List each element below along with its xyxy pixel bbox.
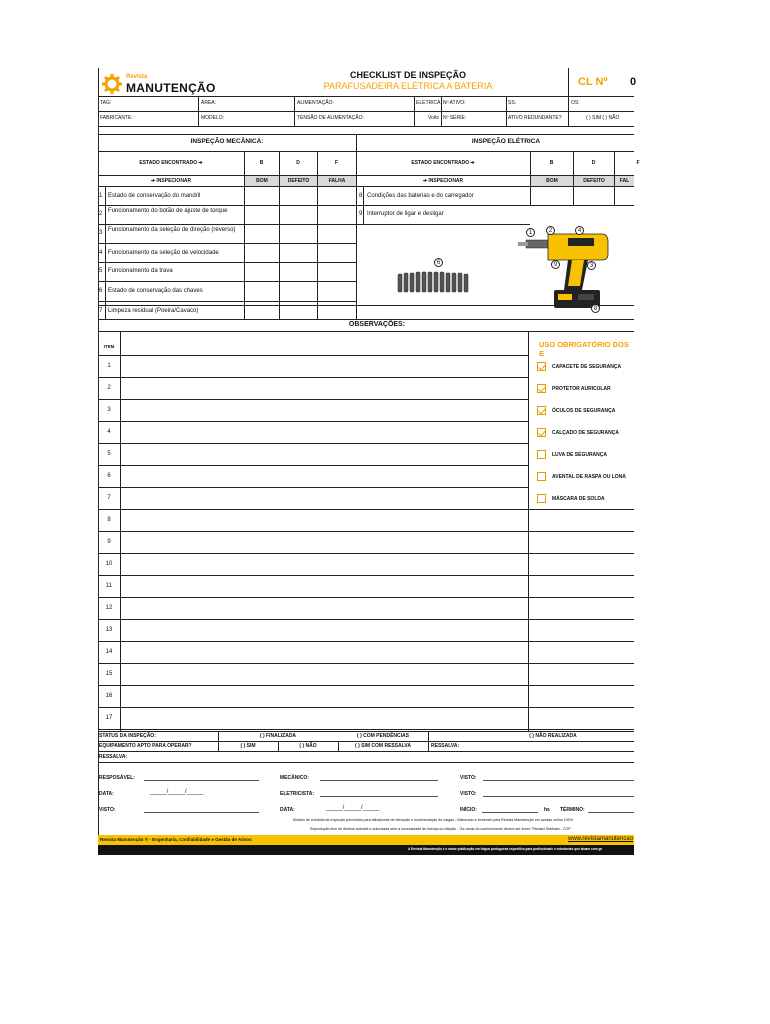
ppe-checkbox[interactable] [537, 472, 546, 481]
footer-tagline: A Revista Manutenção é a maior publicação em língua portuguesa específica para profissionais e estudantes que atuam com ge [408, 847, 603, 851]
obs-row-field[interactable] [121, 356, 527, 377]
modelo-label: MODELO: [201, 115, 225, 121]
elec-item-num: 9 [359, 211, 363, 217]
ppe-checkbox[interactable] [537, 406, 546, 415]
drill-illustration [518, 228, 618, 316]
cl-label: CL Nº [578, 76, 608, 88]
page-subtitle: PARAFUSADEIRA ELÉTRICA A BATERIA [323, 81, 493, 91]
area-label: ÁREA: [201, 100, 217, 106]
obs-row-number: 6 [107, 473, 111, 479]
mech-col-f: F [334, 160, 339, 166]
responsavel-label: RESPOSÁVEL: [99, 775, 135, 781]
obs-row-field[interactable] [121, 686, 633, 707]
apto-nao[interactable]: ( ) NÃO [299, 743, 317, 749]
footer-note-1: Modelo de checklist de inspeção preventiva para talha/ponte de elevação e movimentação de cargas - Elaborado e fornecido pela Revista Manutenção em acesso online 100% [293, 818, 574, 822]
obs-row-field[interactable] [121, 598, 633, 619]
obs-row-number: 15 [105, 671, 113, 677]
ppe-label: ÓCULOS DE SEGURANÇA [552, 408, 616, 414]
mech-item-text: Limpeza residual (Poeira/Cavaco) [108, 308, 199, 314]
callout-4: 4 [575, 226, 584, 235]
obs-row-field[interactable] [121, 422, 527, 443]
data2-value[interactable]: _____/_____/_____ [326, 805, 380, 811]
mech-item-num: 7 [99, 308, 103, 314]
cl-value: 0 [630, 76, 637, 88]
mech-inspecionar: ➔ INSPECIONAR [150, 178, 192, 184]
elec-item-text: Condições das baterias e do carregador [367, 193, 474, 199]
status-label: STATUS DA INSPEÇÃO: [99, 733, 156, 739]
elec-title: INSPEÇÃO ELÉTRICA [471, 138, 541, 145]
gear-logo-icon [102, 74, 122, 94]
mech-item-text: Funcionamento da seleção de direção (reverso) [108, 227, 236, 233]
n-ativo-label: Nº ATIVO: [443, 100, 466, 106]
footer-brand: Revista Manutenção ® - Engenharia, Confiabilidade e Gestão de Ativos [100, 837, 252, 842]
footer-url[interactable]: www.revistamanutencao [568, 836, 634, 842]
mech-item-num: 1 [99, 193, 103, 199]
obs-row-number: 2 [107, 385, 111, 391]
obs-row-line [98, 729, 634, 730]
ppe-checkbox[interactable] [537, 362, 546, 371]
obs-row-number: 3 [107, 407, 111, 413]
elec-defeito: DEFEITO [574, 176, 614, 186]
obs-row-field[interactable] [121, 620, 633, 641]
obs-row-number: 14 [105, 649, 113, 655]
obs-row-number: 1 [107, 363, 111, 369]
mech-item-text: Funcionamento da seleção de velocidade [108, 250, 219, 256]
obs-row-field[interactable] [121, 466, 527, 487]
fabricante-label: FABRICANTE: [100, 115, 133, 121]
obs-row-number: 4 [107, 429, 111, 435]
obs-row-field[interactable] [121, 554, 633, 575]
obs-title: OBSERVAÇÕES: [348, 321, 406, 328]
elec-col-d: D [591, 160, 596, 166]
logo-main-text: MANUTENÇÃO [126, 81, 216, 95]
ppe-label: LUVA DE SEGURANÇA [552, 452, 608, 458]
ppe-label: CAPACETE DE SEGURANÇA [552, 364, 622, 370]
mech-estado: ESTADO ENCONTRADO ➔ [139, 160, 203, 166]
obs-row-field[interactable] [121, 378, 527, 399]
mech-item-num: 3 [99, 230, 103, 236]
obs-row-field[interactable] [121, 576, 633, 597]
callout-8: 8 [591, 304, 600, 313]
ressalva-label: RESSALVA: [99, 754, 128, 760]
ppe-title: USO OBRIGATÓRIO DOS E [539, 340, 629, 358]
status-finalizada[interactable]: ( ) FINALIZADA [259, 733, 297, 739]
obs-row-field[interactable] [121, 510, 633, 531]
obs-row-field[interactable] [121, 708, 633, 729]
cordless-drill-icon [518, 228, 618, 316]
obs-row-number: 8 [107, 517, 111, 523]
mech-col-b: B [259, 160, 264, 166]
elec-estado: ESTADO ENCONTRADO ➔ [411, 160, 475, 166]
mech-title: INSPEÇÃO MECÂNICA: [190, 138, 264, 145]
os-label: OS: [571, 100, 580, 106]
n-serie-label: Nº SÉRIE: [443, 115, 467, 121]
obs-row-number: 17 [105, 715, 113, 721]
ppe-checkbox[interactable] [537, 384, 546, 393]
apto-sim-ressalva[interactable]: ( ) SIM COM RESSALVA [355, 743, 411, 749]
page-title: CHECKLIST DE INSPEÇÃO [349, 70, 466, 80]
data1-value[interactable]: _____/_____/_____ [150, 789, 204, 795]
obs-row-field[interactable] [121, 642, 633, 663]
callout-6-bits: 6 [434, 258, 443, 267]
eletrica-label: ELÉTRICA [416, 100, 441, 106]
sim-nao-label: ( ) SIM ( ) NÃO [586, 115, 620, 121]
ressalva-inline: RESSALVA: [431, 743, 460, 749]
elec-col-f: F [636, 160, 640, 166]
callout-3: 3 [587, 261, 596, 270]
elec-bom: BOM [531, 176, 573, 186]
checklist-sheet [98, 68, 640, 855]
obs-row-number: 9 [107, 539, 111, 545]
mech-item-num: 5 [99, 268, 103, 274]
apto-sim[interactable]: ( ) SIM [240, 743, 256, 749]
ppe-checkbox[interactable] [537, 494, 546, 503]
mecanico-label: MECÂNICO: [280, 775, 309, 781]
obs-row-field[interactable] [121, 400, 527, 421]
callout-9: 9 [551, 260, 560, 269]
ppe-label: CALÇADO DE SEGURANÇA [552, 430, 619, 436]
drill-bits-icon [396, 268, 476, 296]
elec-item-num: 8 [359, 193, 363, 199]
ss-label: SS: [508, 100, 517, 106]
hs-label: hs [544, 807, 550, 813]
ativo-redundante-label: ATIVO REDUNDANTE? [508, 115, 562, 121]
status-nao-realizada[interactable]: ( ) NÃO REALIZADA [529, 733, 577, 739]
obs-row-number: 16 [105, 693, 113, 699]
logo-small-text: Revista [126, 74, 148, 80]
apto-label: EQUIPAMENTO APTO PARA OPERAR? [99, 743, 192, 749]
visto3-label: VISTO: [99, 807, 116, 813]
mech-defeito: DEFEITO [280, 176, 317, 186]
alimentacao-label: ALIMENTAÇÃO: [297, 100, 334, 106]
ppe-label: PROTETOR AURICULAR [552, 386, 611, 392]
footer-note-2: Reprodução livre de direitos autorais e autorizada sem a necessidade de licença ou citação - "As obras do conhecimento devem ser livres" Richard Stallman - COP [310, 827, 571, 831]
mech-item-num: 4 [99, 250, 103, 256]
obs-row-number: 11 [105, 583, 113, 589]
inicio-label: INÍCIO: [460, 807, 477, 813]
visto2-label: VISTO: [460, 791, 477, 797]
mech-col-d: D [296, 160, 300, 166]
ppe-label: MÁSCARA DE SOLDA [552, 496, 605, 502]
visto1-label: VISTO: [460, 775, 477, 781]
elec-inspecionar: ➔ INSPECIONAR [422, 178, 464, 184]
drill-bits-illustration [396, 268, 476, 298]
elec-falha: FAL [615, 176, 634, 186]
callout-1: 1 [526, 228, 535, 237]
obs-row-number: 10 [105, 561, 113, 567]
tensao-label: TENSÃO DE ALIMENTAÇÃO: [297, 115, 364, 121]
ppe-label: AVENTAL DE RASPA OU LONA [552, 474, 626, 480]
logo [102, 72, 216, 96]
mech-item-text: Estado de conservação das chaves [108, 288, 203, 294]
data2-label: DATA: [280, 807, 295, 813]
elec-item-text: Interruptor de ligar e desligar [367, 211, 444, 217]
obs-row-number: 12 [105, 605, 113, 611]
mech-item-text: Funcionamento do botão de ajuste de torque [108, 208, 228, 214]
obs-row-field[interactable] [121, 532, 633, 553]
mech-item-text: Estado de conservação do mandril [108, 193, 201, 199]
ppe-checkbox[interactable] [537, 450, 546, 459]
status-pendencias[interactable]: ( ) COM PENDÊNCIAS [357, 733, 409, 739]
obs-row-number: 13 [105, 627, 113, 633]
obs-row-field[interactable] [121, 664, 633, 685]
title-block [294, 70, 522, 91]
elec-col-b: B [549, 160, 554, 166]
mech-item-num: 2 [99, 211, 103, 217]
obs-item-label: ITEM [103, 344, 115, 349]
eletricista-label: ELETRICISTA: [280, 791, 315, 797]
termino-label: TÉRMINO: [560, 807, 585, 813]
ppe-checkbox[interactable] [537, 428, 546, 437]
obs-row-number: 7 [107, 495, 111, 501]
volts-label: Volts [428, 115, 439, 121]
callout-2: 2 [546, 226, 555, 235]
mech-bom: BOM [245, 176, 279, 186]
tag-label: TAG: [100, 100, 112, 106]
mech-item-num: 6 [99, 288, 103, 294]
obs-row-number: 5 [107, 451, 111, 457]
data1-label: DATA: [99, 791, 114, 797]
mech-falha: FALHA [318, 176, 356, 186]
mech-item-text: Funcionamento da trava [108, 268, 173, 274]
obs-row-field[interactable] [121, 444, 527, 465]
